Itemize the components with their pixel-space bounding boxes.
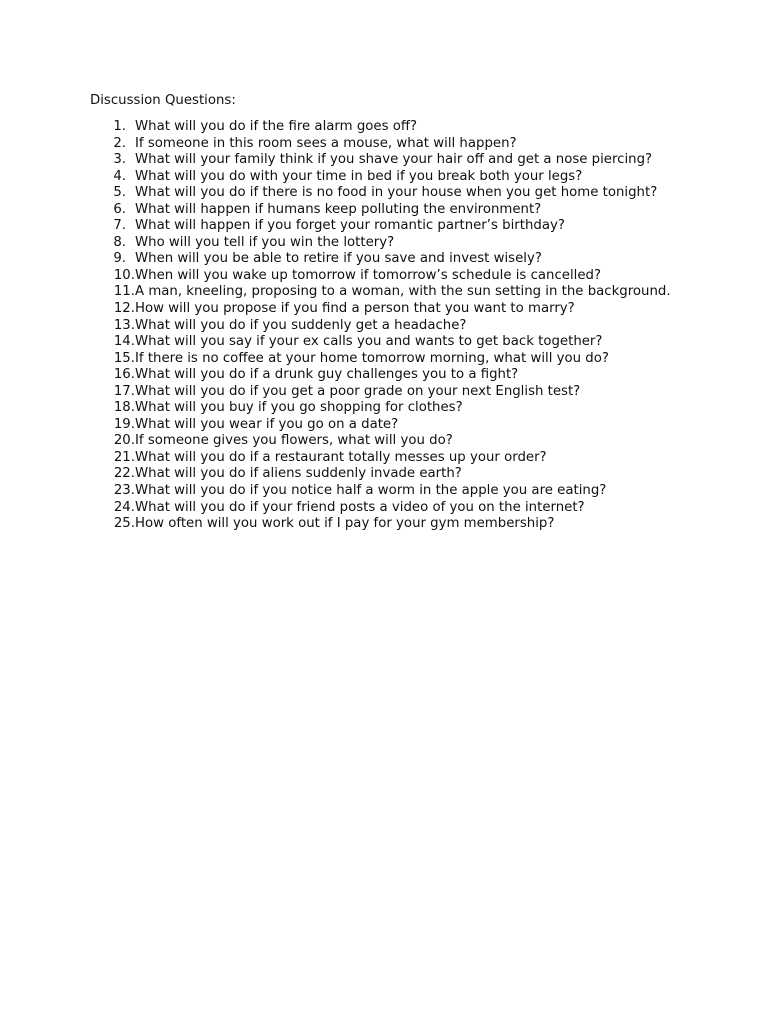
question-text: When will you be able to retire if you save and invest wisely? — [135, 251, 542, 267]
question-number: 6. — [113, 201, 126, 217]
question-text: What will you do if aliens suddenly invade earth? — [135, 466, 462, 482]
question-text: What will you say if your ex calls you and wants to get back together? — [135, 334, 603, 350]
question-number: 17. — [113, 383, 135, 399]
question-text: What will you do if you notice half a worm in the apple you are eating? — [135, 483, 607, 499]
question-number: 14. — [113, 334, 135, 350]
question-number: 1. — [113, 119, 126, 134]
question-number: 8. — [113, 234, 126, 250]
question-item — [90, 417, 730, 434]
question-text: What will you wear if you go on a date? — [135, 416, 399, 432]
question-text: What will you buy if you go shopping for clothes? — [135, 400, 463, 416]
question-number: 20. — [113, 433, 135, 449]
question-number: 4. — [113, 168, 126, 184]
question-item — [90, 185, 730, 202]
question-text: If someone gives you flowers, what will you do? — [135, 433, 453, 449]
question-number: 19. — [113, 416, 135, 432]
question-item — [90, 284, 730, 301]
question-item — [90, 218, 730, 235]
question-item — [90, 202, 730, 219]
question-text: If there is no coffee at your home tomorrow morning, what will you do? — [135, 350, 609, 366]
question-number: 16. — [113, 367, 135, 383]
question-text: When will you wake up tomorrow if tomorrow’s schedule is cancelled? — [135, 267, 602, 283]
question-number: 21. — [113, 449, 135, 465]
question-text: What will happen if you forget your romantic partner’s birthday? — [135, 218, 565, 234]
question-item — [90, 152, 730, 169]
question-item — [90, 450, 730, 467]
question-item — [90, 334, 730, 351]
question-text: How often will you work out if I pay for your gym membership? — [135, 516, 555, 532]
question-item — [90, 400, 730, 417]
question-item — [90, 351, 730, 368]
page-title: Discussion Questions: — [90, 93, 236, 108]
question-item — [90, 136, 730, 153]
question-number: 5. — [113, 185, 126, 201]
question-number: 25. — [113, 516, 135, 532]
question-text: What will you do if there is no food in your house when you get home tonight? — [135, 185, 658, 201]
question-number: 10. — [113, 267, 135, 283]
question-list — [90, 119, 730, 533]
question-text: What will you do if the fire alarm goes off? — [135, 119, 418, 134]
question-item — [90, 433, 730, 450]
question-text: What will happen if humans keep polluting the environment? — [135, 201, 542, 217]
question-text: If someone in this room sees a mouse, what will happen? — [135, 135, 517, 151]
question-text: What will you do if your friend posts a video of you on the internet? — [135, 499, 585, 515]
question-item — [90, 466, 730, 483]
question-item — [90, 500, 730, 517]
question-item — [90, 268, 730, 285]
question-number: 11. — [113, 284, 135, 300]
question-number: 9. — [113, 251, 126, 267]
question-text: What will you do if a drunk guy challenges you to a fight? — [135, 367, 519, 383]
question-item — [90, 169, 730, 186]
question-item — [90, 235, 730, 252]
question-item — [90, 301, 730, 318]
question-item — [90, 384, 730, 401]
question-text: Who will you tell if you win the lottery? — [135, 234, 395, 250]
question-text: A man, kneeling, proposing to a woman, with the sun setting in the background. — [135, 284, 671, 300]
question-text: What will your family think if you shave your hair off and get a nose piercing? — [135, 152, 653, 168]
question-number: 15. — [113, 350, 135, 366]
question-number: 2. — [113, 135, 126, 151]
question-number: 13. — [113, 317, 135, 333]
question-item — [90, 318, 730, 335]
question-number: 3. — [113, 152, 126, 168]
question-number: 24. — [113, 499, 135, 515]
question-number: 23. — [113, 483, 135, 499]
question-text: What will you do with your time in bed if you break both your legs? — [135, 168, 583, 184]
question-text: How will you propose if you find a person that you want to marry? — [135, 301, 575, 317]
question-number: 22. — [113, 466, 135, 482]
question-text: What will you do if you get a poor grade on your next English test? — [135, 383, 581, 399]
question-text: What will you do if you suddenly get a headache? — [135, 317, 467, 333]
question-item — [90, 367, 730, 384]
question-item — [90, 119, 730, 136]
question-item — [90, 251, 730, 268]
question-item — [90, 516, 730, 533]
question-number: 7. — [113, 218, 126, 234]
question-item — [90, 483, 730, 500]
question-text: What will you do if a restaurant totally messes up your order? — [135, 449, 547, 465]
question-number: 12. — [113, 301, 135, 317]
question-number: 18. — [113, 400, 135, 416]
